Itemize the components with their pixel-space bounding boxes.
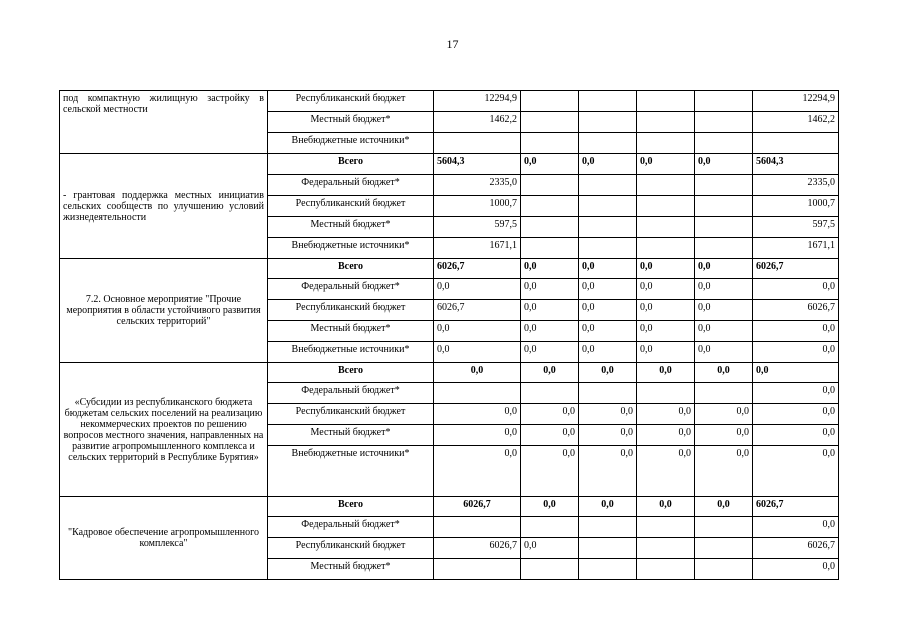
value-cell: 6026,7 [434, 300, 521, 321]
value-cell [579, 91, 637, 112]
total-cell: 0,0 [753, 517, 839, 538]
funding-source: Местный бюджет* [268, 425, 434, 446]
value-cell: 0,0 [695, 404, 753, 425]
value-cell [579, 133, 637, 154]
value-cell: 0,0 [434, 279, 521, 300]
value-cell [637, 196, 695, 217]
value-cell [521, 196, 579, 217]
funding-source: Всего [268, 259, 434, 279]
total-cell: 0,0 [753, 321, 839, 342]
value-cell: 1462,2 [434, 112, 521, 133]
value-cell: 0,0 [637, 404, 695, 425]
value-cell [695, 175, 753, 196]
value-cell: 0,0 [521, 321, 579, 342]
value-cell [695, 559, 753, 580]
value-cell [637, 559, 695, 580]
value-cell [695, 238, 753, 259]
funding-source: Республиканский бюджет [268, 538, 434, 559]
value-cell [579, 517, 637, 538]
value-cell: 0,0 [695, 342, 753, 363]
value-cell [579, 175, 637, 196]
total-cell: 1000,7 [753, 196, 839, 217]
budget-table [59, 90, 839, 580]
value-cell [579, 383, 637, 404]
value-cell: 0,0 [637, 497, 695, 517]
funding-source: Федеральный бюджет* [268, 279, 434, 300]
funding-source: Федеральный бюджет* [268, 383, 434, 404]
value-cell: 0,0 [521, 538, 579, 559]
value-cell: 2335,0 [434, 175, 521, 196]
value-cell: 0,0 [521, 497, 579, 517]
value-cell: 0,0 [695, 363, 753, 383]
value-cell [637, 175, 695, 196]
value-cell: 0,0 [637, 342, 695, 363]
value-cell: 6026,7 [434, 538, 521, 559]
value-cell: 597,5 [434, 217, 521, 238]
funding-source: Всего [268, 497, 434, 517]
total-cell: 0,0 [753, 404, 839, 425]
page-number: 17 [446, 37, 459, 51]
value-cell [579, 559, 637, 580]
value-cell: 0,0 [521, 154, 579, 175]
value-cell: 0,0 [695, 279, 753, 300]
value-cell [637, 538, 695, 559]
total-cell: 6026,7 [753, 259, 839, 279]
total-cell: 2335,0 [753, 175, 839, 196]
value-cell [695, 217, 753, 238]
value-cell: 0,0 [637, 363, 695, 383]
total-cell: 1671,1 [753, 238, 839, 259]
value-cell: 0,0 [521, 363, 579, 383]
activity-description: 7.2. Основное мероприятие "Прочие мероприятия в области устойчивого развития сельских территорий" [60, 259, 268, 363]
value-cell: 6026,7 [434, 497, 521, 517]
table-row [60, 497, 839, 517]
value-cell: 0,0 [521, 342, 579, 363]
value-cell: 0,0 [579, 497, 637, 517]
total-cell: 1462,2 [753, 112, 839, 133]
funding-source: Местный бюджет* [268, 217, 434, 238]
funding-source: Внебюджетные источники* [268, 446, 434, 497]
value-cell [521, 133, 579, 154]
value-cell [434, 133, 521, 154]
value-cell: 0,0 [521, 425, 579, 446]
value-cell: 0,0 [434, 342, 521, 363]
value-cell: 0,0 [434, 321, 521, 342]
value-cell [521, 217, 579, 238]
value-cell: 0,0 [695, 259, 753, 279]
value-cell: 0,0 [695, 154, 753, 175]
value-cell: 0,0 [579, 259, 637, 279]
value-cell [521, 112, 579, 133]
value-cell: 1671,1 [434, 238, 521, 259]
funding-source: Республиканский бюджет [268, 300, 434, 321]
value-cell [637, 112, 695, 133]
value-cell [521, 91, 579, 112]
funding-source: Республиканский бюджет [268, 404, 434, 425]
value-cell: 0,0 [579, 446, 637, 497]
value-cell: 0,0 [637, 300, 695, 321]
funding-source: Внебюджетные источники* [268, 133, 434, 154]
funding-source: Всего [268, 154, 434, 175]
value-cell [695, 112, 753, 133]
funding-source: Республиканский бюджет [268, 91, 434, 112]
activity-description: под компактную жилищную застройку в сельской местности [60, 91, 268, 154]
funding-source: Местный бюджет* [268, 321, 434, 342]
value-cell: 0,0 [521, 279, 579, 300]
value-cell [434, 383, 521, 404]
value-cell [695, 538, 753, 559]
table-row [60, 91, 839, 112]
total-cell: 0,0 [753, 279, 839, 300]
activity-description: «Субсидии из республиканского бюджета бюджетам сельских поселений на реализацию некоммерческих проектов по решению вопросов местного значения, направленных на развитие агропромышленного комплекса и сельских территорий в Республике Бурятия» [60, 363, 268, 497]
value-cell: 0,0 [521, 259, 579, 279]
value-cell: 0,0 [521, 404, 579, 425]
value-cell: 0,0 [434, 425, 521, 446]
table-row [60, 363, 839, 383]
total-cell: 0,0 [753, 383, 839, 404]
value-cell: 0,0 [695, 446, 753, 497]
funding-source: Местный бюджет* [268, 559, 434, 580]
value-cell [637, 217, 695, 238]
value-cell: 0,0 [637, 446, 695, 497]
value-cell: 0,0 [579, 363, 637, 383]
value-cell [579, 238, 637, 259]
value-cell: 0,0 [521, 300, 579, 321]
total-cell: 6026,7 [753, 300, 839, 321]
activity-description: "Кадровое обеспечение агропромышленного комплекса" [60, 497, 268, 580]
funding-source: Федеральный бюджет* [268, 175, 434, 196]
value-cell: 0,0 [579, 425, 637, 446]
value-cell: 0,0 [434, 446, 521, 497]
value-cell [579, 217, 637, 238]
total-cell: 6026,7 [753, 538, 839, 559]
value-cell: 0,0 [637, 259, 695, 279]
value-cell [637, 517, 695, 538]
value-cell [695, 196, 753, 217]
value-cell [695, 133, 753, 154]
value-cell: 0,0 [521, 446, 579, 497]
value-cell [695, 517, 753, 538]
total-cell: 12294,9 [753, 91, 839, 112]
value-cell: 0,0 [637, 321, 695, 342]
value-cell: 0,0 [695, 497, 753, 517]
value-cell [434, 517, 521, 538]
total-cell: 6026,7 [753, 497, 839, 517]
total-cell: 0,0 [753, 559, 839, 580]
value-cell: 0,0 [579, 321, 637, 342]
value-cell [695, 383, 753, 404]
value-cell [695, 91, 753, 112]
value-cell: 0,0 [637, 154, 695, 175]
value-cell [579, 538, 637, 559]
value-cell [637, 133, 695, 154]
total-cell: 0,0 [753, 446, 839, 497]
value-cell [579, 112, 637, 133]
total-cell: 0,0 [753, 363, 839, 383]
value-cell [521, 517, 579, 538]
value-cell: 0,0 [695, 425, 753, 446]
value-cell: 0,0 [695, 300, 753, 321]
value-cell: 0,0 [637, 425, 695, 446]
value-cell: 0,0 [579, 279, 637, 300]
total-cell: 0,0 [753, 342, 839, 363]
value-cell: 6026,7 [434, 259, 521, 279]
value-cell: 0,0 [637, 279, 695, 300]
table-row [60, 259, 839, 279]
funding-source: Местный бюджет* [268, 112, 434, 133]
value-cell [521, 559, 579, 580]
table-row [60, 154, 839, 175]
total-cell [753, 133, 839, 154]
value-cell [521, 383, 579, 404]
value-cell: 0,0 [434, 363, 521, 383]
value-cell: 0,0 [579, 154, 637, 175]
value-cell: 12294,9 [434, 91, 521, 112]
value-cell [637, 91, 695, 112]
total-cell: 5604,3 [753, 154, 839, 175]
value-cell: 0,0 [579, 342, 637, 363]
value-cell: 0,0 [434, 404, 521, 425]
total-cell: 597,5 [753, 217, 839, 238]
value-cell [637, 238, 695, 259]
funding-source: Федеральный бюджет* [268, 517, 434, 538]
value-cell [521, 175, 579, 196]
value-cell: 0,0 [579, 300, 637, 321]
value-cell: 1000,7 [434, 196, 521, 217]
value-cell: 5604,3 [434, 154, 521, 175]
activity-description: - грантовая поддержка местных инициатив сельских сообществ по улучшению условий жизнедеятельности [60, 154, 268, 259]
funding-source: Внебюджетные источники* [268, 238, 434, 259]
funding-source: Внебюджетные источники* [268, 342, 434, 363]
value-cell: 0,0 [695, 321, 753, 342]
value-cell: 0,0 [579, 404, 637, 425]
funding-source: Республиканский бюджет [268, 196, 434, 217]
value-cell [637, 383, 695, 404]
value-cell [521, 238, 579, 259]
total-cell: 0,0 [753, 425, 839, 446]
value-cell [434, 559, 521, 580]
value-cell [579, 196, 637, 217]
funding-source: Всего [268, 363, 434, 383]
